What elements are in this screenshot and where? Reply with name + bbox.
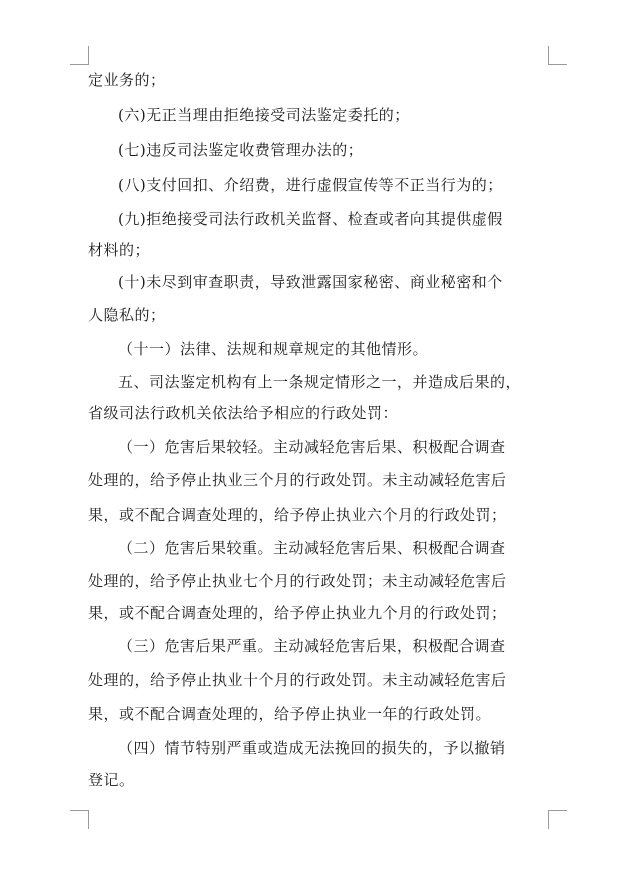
text-line: 果，或不配合调查处理的，给予停止执业九个月的行政处罚； [88,604,507,622]
corner-mark-bottom-right [548,810,567,829]
text-line: (八)支付回扣、介绍费，进行虚假宣传等不正当行为的； [118,176,503,194]
text-line: (十)未尽到审查职责，导致泄露国家秘密、商业秘密和个 [118,273,503,291]
text-line: 五、司法鉴定机构有上一条规定情形之一，并造成后果的， [118,373,522,391]
corner-mark-top-left [70,46,89,65]
text-line: 省级司法行政机关依法给予相应的行政处罚： [88,404,399,422]
text-line: 处理的，给予停止执业三个月的行政处罚。未主动减轻危害后 [88,471,507,489]
text-line: （一）危害后果较轻。主动减轻危害后果、积极配合调查 [118,438,506,456]
text-line: 材料的； [88,241,151,259]
text-line: 处理的，给予停止执业十个月的行政处罚。未主动减轻危害后 [88,671,507,689]
corner-mark-top-right [548,46,567,65]
text-line: 定业务的； [88,71,166,89]
text-line: （四）情节特别严重或造成无法挽回的损失的，予以撤销 [118,739,506,757]
text-line: 果，或不配合调查处理的，给予停止执业一年的行政处罚。 [88,705,492,723]
text-line: (七)违反司法鉴定收费管理办法的； [118,141,364,159]
text-line: （二）危害后果较重。主动减轻危害后果、积极配合调查 [118,539,506,557]
text-line: 处理的，给予停止执业七个月的行政处罚；未主动减轻危害后 [88,572,507,590]
text-line: （十一）法律、法规和规章规定的其他情形。 [118,340,429,358]
text-line: 人隐私的； [88,306,166,324]
text-line: (九)拒绝接受司法行政机关监督、检查或者向其提供虚假 [118,210,503,228]
text-line: (六)无正当理由拒绝接受司法鉴定委托的； [118,106,410,124]
text-line: 果，或不配合调查处理的，给予停止执业六个月的行政处罚； [88,506,507,524]
text-line: 登记。 [88,771,135,789]
text-line: （三）危害后果严重。主动减轻危害后果，积极配合调查 [118,637,506,655]
corner-mark-bottom-left [70,810,89,829]
